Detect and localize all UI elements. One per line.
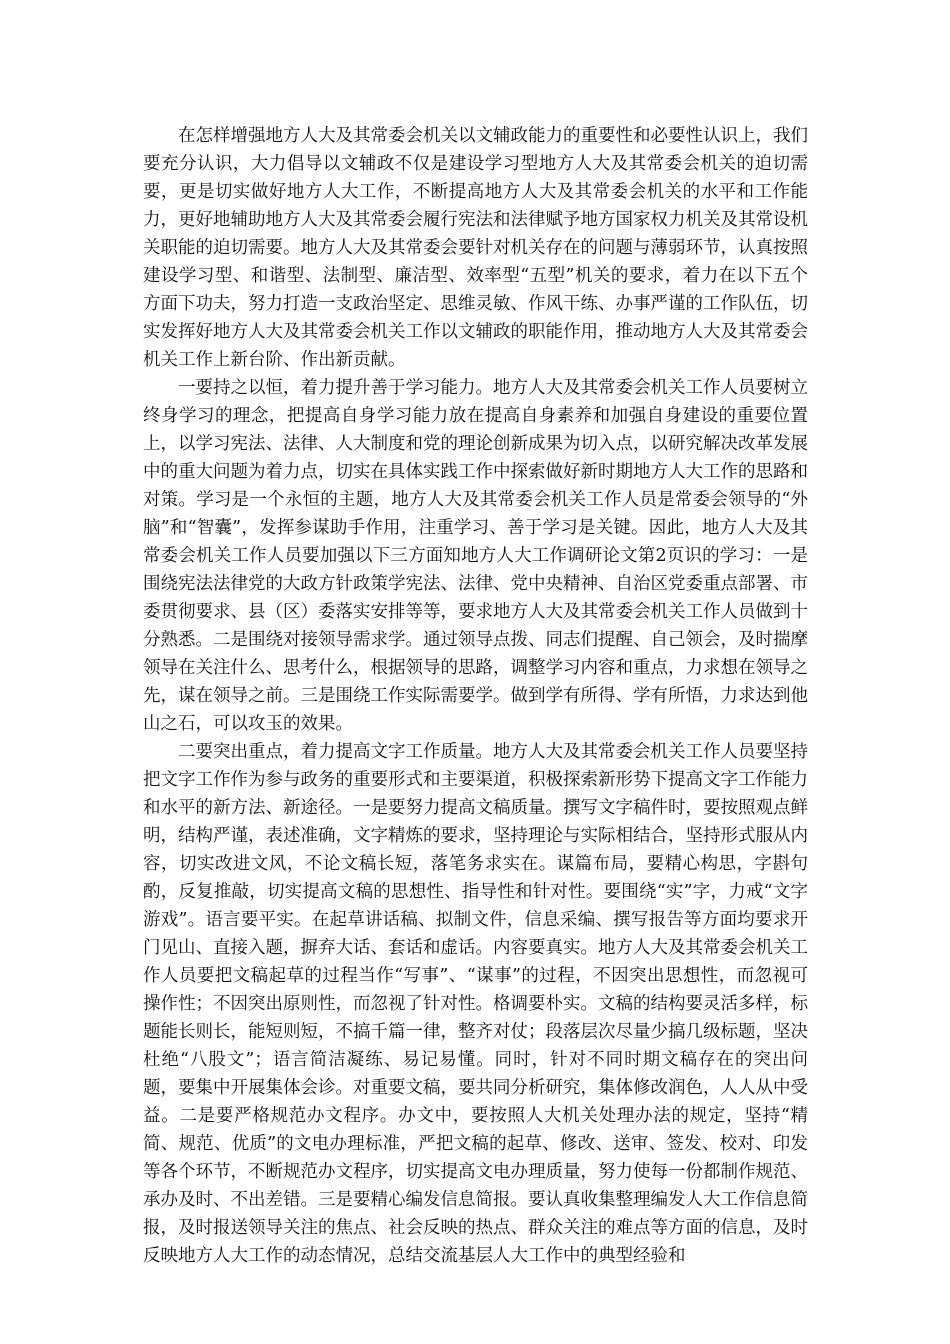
paragraph-learning: 一要持之以恒，着力提升善于学习能力。地方人大及其常委会机关工作人员要树立终身学习的理念，把提高自身学习能力放在提高自身素养和加强自身建设的重要位置上，以学习宪法、法律、人大制度和党的理论创新成果为切入点，以研究解决改革发展中的重大问题为着力点，切实在具体实践工作中探索做好新时期地方人大工作的思路和对策。学习是一个永恒的主题，地方人大及其常委会机关工作人员是常委会领导的“外脑”和“智囊”，发挥参谋助手作用，注重学习、善于学习是关键。因此，地方人大及其常委会机关工作人员要加强以下三方面知地方人大工作调研论文第2页识的学习：一是围绕宪法法律党的大政方针政策学宪法、法律、党中央精神、自治区党委重点部署、市委贯彻要求、县（区）委落实安排等等，要求地方人大及其常委会机关工作人员做到十分熟悉。二是围绕对接领导需求学。通过领导点拨、同志们提醒、自己领会，及时揣摩领导在关注什么、思考什么，根据领导的思路，调整学习内容和重点，力求想在领导之先，谋在领导之前。三是围绕工作实际需要学。做到学有所得、学有所悟，力求达到他山之石，可以攻玉的效果。 (143, 378, 808, 734)
document-page (143, 122, 808, 1270)
paragraph-writing: 二要突出重点，着力提高文字工作质量。地方人大及其常委会机关工作人员要坚持把文字工作作为参与政务的重要形式和主要渠道，积极探索新形势下提高文字工作能力和水平的新方法、新途径。一是要努力提高文稿质量。撰写文字稿件时，要按照观点鲜明，结构严谨，表述准确，文字精炼的要求，坚持理论与实际相结合，坚持形式服从内容，切实改进文风，不论文稿长短，落笔务求实在。谋篇布局，要精心构思，字斟句酌，反复推敲，切实提高文稿的思想性、指导性和针对性。要围绕“实”字，力戒“文字游戏”。语言要平实。在起草讲话稿、拟制文件，信息采编、撰写报告等方面均要求开门见山、直接入题，摒弃大话、套话和虚话。内容要真实。地方人大及其常委会机关工作人员要把文稿起草的过程当作“写事”、“谋事”的过程，不因突出思想性，而忽视可操作性；不因突出原则性，而忽视了针对性。格调要朴实。文稿的结构要灵活多样，标题能长则长，能短则短，不搞千篇一律，整齐对仗；段落层次尽量少搞几级标题，坚决杜绝“八股文”；语言简洁凝练、易记易懂。同时，针对不同时期文稿存在的突出问题，要集中开展集体会诊。对重要文稿，要共同分析研究，集体修改润色，人人从中受益。二是要严格规范办文程序。办文中，要按照人大机关处理办法的规定，坚持“精简、规范、优质”的文电办理标准，严把文稿的起草、修改、送审、签发、校对、印发等各个环节，不断规范办文程序，切实提高文电办理质量，努力使每一份都制作规范、承办及时、不出差错。三是要精心编发信息简报。要认真收集整理编发人大工作信息简报，及时报送领导关注的焦点、社会反映的热点、群众关注的难点等方面的信息，及时反映地方人大工作的动态情况，总结交流基层人大工作中的典型经验和 (143, 742, 808, 1266)
paragraph-intro: 在怎样增强地方人大及其常委会机关以文辅政能力的重要性和必要性认识上，我们要充分认识，大力倡导以文辅政不仅是建设学习型地方人大及其常委会机关的迫切需要，更是切实做好地方人大工作，不断提高地方人大及其常委会机关的水平和工作能力，更好地辅助地方人大及其常委会履行宪法和法律赋予地方国家权力机关及其常设机关职能的迫切需要。地方人大及其常委会要针对机关存在的问题与薄弱环节，认真按照建设学习型、和谐型、法制型、廉洁型、效率型“五型”机关的要求，着力在以下五个方面下功夫，努力打造一支政治坚定、思维灵敏、作风干练、办事严谨的工作队伍，切实发挥好地方人大及其常委会机关工作以文辅政的职能作用，推动地方人大及其常委会机关工作上新台阶、作出新贡献。 (143, 126, 808, 370)
